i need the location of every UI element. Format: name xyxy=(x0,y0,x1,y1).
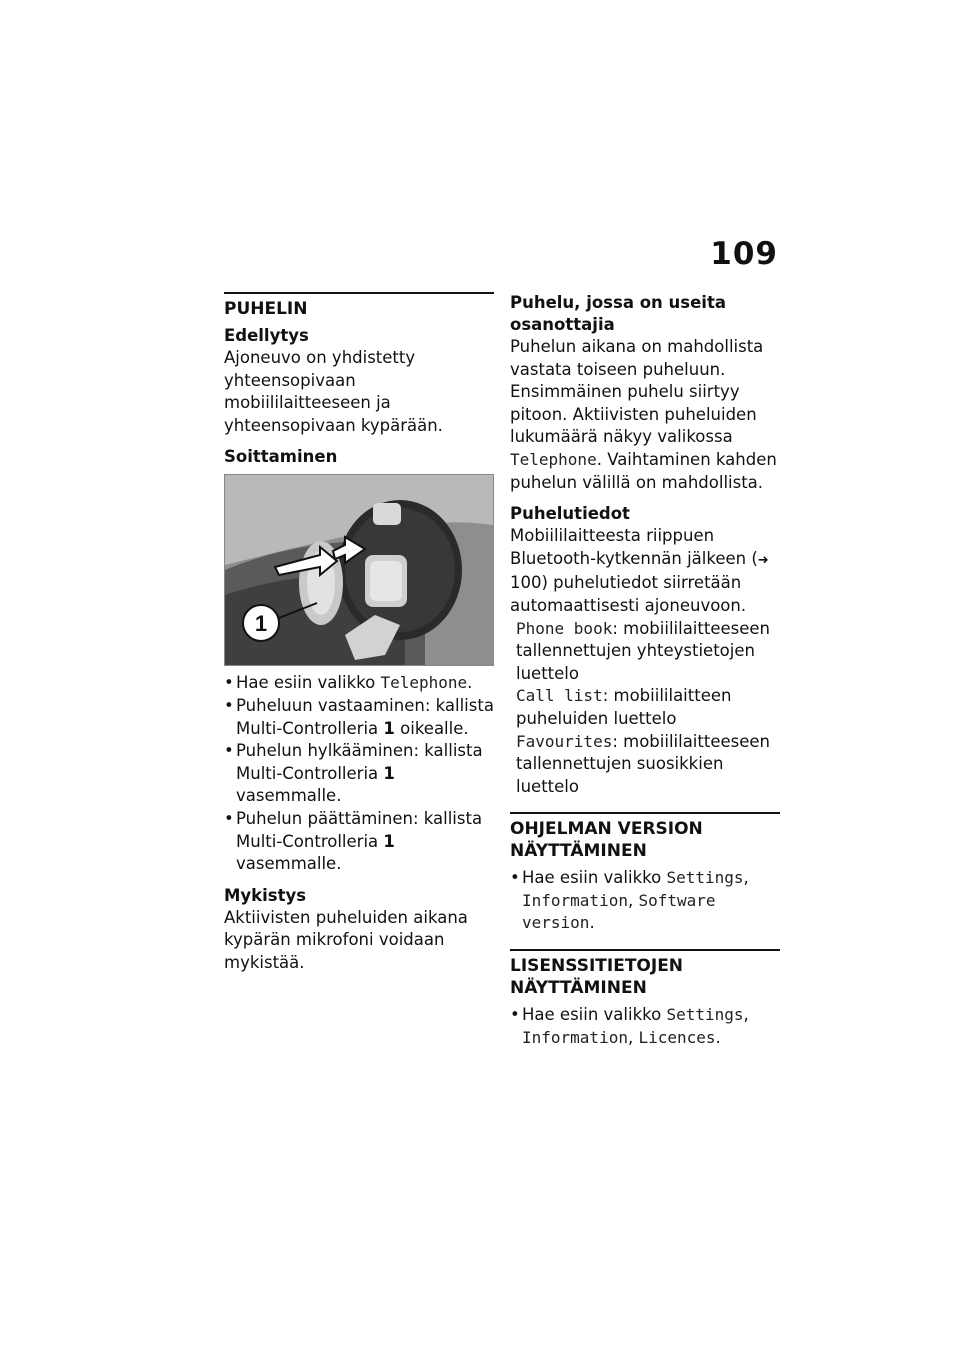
edellytys-text: Ajoneuvo on yhdistetty yhteensopivaan mobiililaitteeseen ja yhteensopivaan kypärään. xyxy=(224,348,443,435)
list-item: • Hae esiin valikko Settings, Information, Licences. xyxy=(510,1004,780,1049)
list-item: • Hae esiin valikko Telephone. xyxy=(224,672,494,695)
mykistys-text: Aktiivisten puheluiden aikana kypärän mikrofoni voidaan mykistää. xyxy=(224,907,468,972)
list-item: • Hae esiin valikko Settings, Information, Software version. xyxy=(510,867,780,935)
subheading-edellytys: Edellytys xyxy=(224,326,309,345)
figure-callout-1: 1 xyxy=(254,611,268,637)
subheading-soittaminen: Soittaminen xyxy=(224,447,338,467)
list-item: • Puhelun päättäminen: kallista Multi-Controlleria 1 vasemmalle. xyxy=(224,808,494,876)
section-rule xyxy=(510,812,780,814)
version-steps xyxy=(510,867,780,935)
list-item: • Puhelun hylkääminen: kallista Multi-Controlleria 1 vasemmalle. xyxy=(224,740,494,808)
section-title-version: OHJELMAN VERSION NÄYTTÄMINEN xyxy=(510,819,703,862)
conference-call-text: Puhelun aikana on mahdollista vastata toiseen puheluun. Ensimmäinen puhelu siirtyy pitoon. Aktiivisten puheluiden lukumäärä näkyy valikossa Telephone. Vaihtaminen kahden puhelun välillä on mahdollista. xyxy=(510,337,777,492)
section-title-licences: LISENSSITIETOJEN NÄYTTÄMINEN xyxy=(510,956,684,999)
call-list-entry: Call list: mobiililaitteen puheluiden luettelo xyxy=(516,686,732,728)
licence-steps xyxy=(510,1004,780,1049)
subheading-mykistys: Mykistys xyxy=(224,885,307,905)
menu-name: Telephone xyxy=(510,449,597,469)
puhelutiedot-text: Mobiililaitteesta riippuen Bluetooth-kytkennän jälkeen (➜ 100) puhelutiedot siirretään automaattisesti ajoneuvoon. xyxy=(510,526,769,615)
section-rule xyxy=(510,949,780,951)
subheading-puhelutiedot: Puhelutiedot xyxy=(510,504,630,524)
page-reference: 100 xyxy=(510,573,542,593)
page-reference-arrow-icon: ➜ xyxy=(757,552,769,568)
phone-book-entry: Phone book: mobiililaitteeseen tallennettujen yhteystietojen luettelo xyxy=(516,618,770,683)
subheading-conference-call: Puhelu, jossa on useita osanottajia xyxy=(510,293,726,334)
page-number: 109 xyxy=(710,236,778,272)
section-rule xyxy=(224,292,494,294)
section-title-puhelin: PUHELIN xyxy=(224,299,308,319)
menu-name: Telephone xyxy=(380,673,468,693)
list-item: • Puheluun vastaaminen: kallista Multi-Controlleria 1 oikealle. xyxy=(224,695,494,740)
right-column xyxy=(510,292,780,1049)
left-column xyxy=(224,292,494,975)
call-actions-list xyxy=(224,672,494,875)
favourites-entry: Favourites: mobiililaitteeseen tallennettujen suosikkien luettelo xyxy=(516,731,770,796)
multi-controller-photo xyxy=(224,474,494,666)
